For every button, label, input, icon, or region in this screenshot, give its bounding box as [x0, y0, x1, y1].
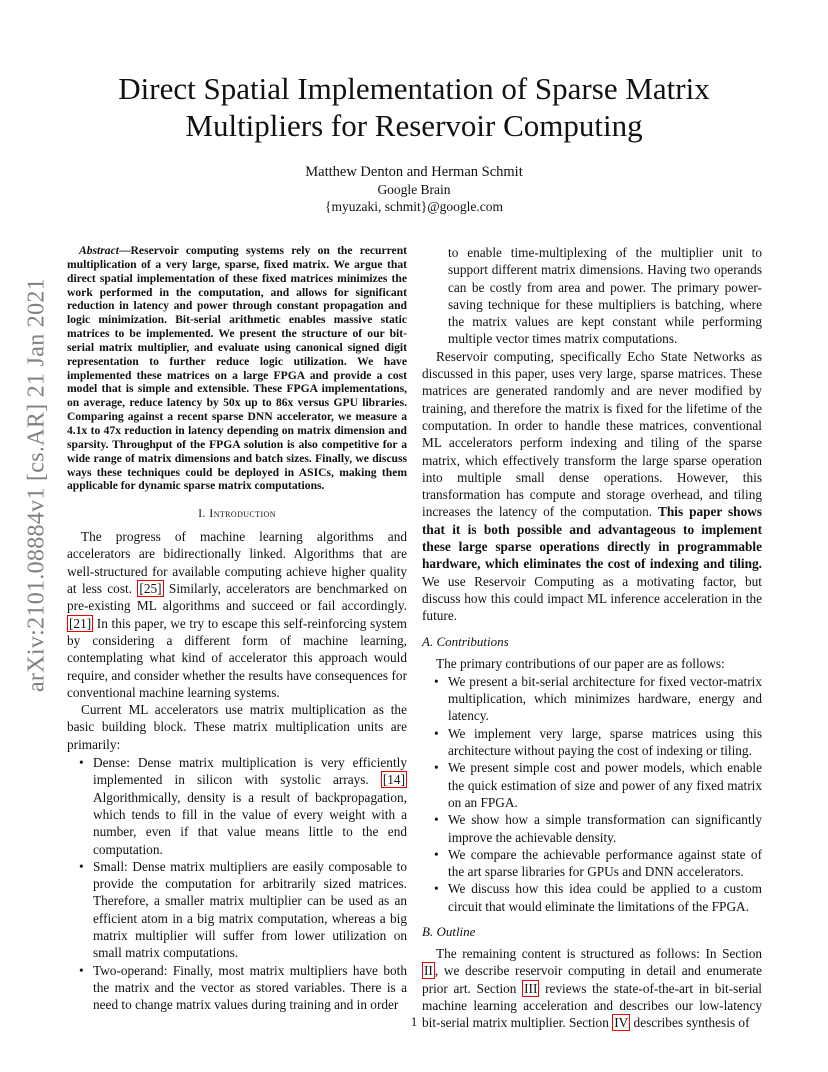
intro-p3-bold: This paper shows that it is both possible and advantageous to implement these large sparse operations directly in programmable hardware, which eliminates the cost of indexing and tiling. [422, 504, 762, 572]
contributions-list [422, 673, 762, 915]
list-item [422, 725, 762, 760]
outline-text: , we describe reservoir computing in detail and enumerate prior art. Section [422, 963, 762, 996]
intro-paragraph-1 [67, 528, 407, 701]
list-item-continuation: to enable time-multiplexing of the multiplier unit to support different matrix dimensions. Having two operands can be costly from area and power. The primary power-saving technique for these multipliers is batching, where the matrix values are kept constant while performing multiple vector times matrix computations. [448, 245, 762, 347]
list-item [67, 754, 407, 858]
authors: Matthew Denton and Herman Schmit [305, 164, 523, 180]
section-ref-link[interactable]: IV [614, 1015, 629, 1031]
citation-link[interactable]: [21] [69, 615, 92, 631]
right-column [422, 244, 762, 1031]
outline-text: The remaining content is structured as follows: In Section [436, 945, 762, 961]
abstract-text: —Reservoir computing systems rely on the recurrent multiplication of a very large, sparse, fixed matrix. We argue that direct spatial implementation of these fixed matrices minimizes the work performed in the computation, and allows for significant reduction in latency and power through constant propagation and logic minimization. Bit-serial arithmetic enables massive static matrices to be implemented. We present the structure of our bit-serial matrix multiplier, and evaluate using canonical signed digit representation to further reduce logic utilization. We have implemented these matrices on a large FPGA and provide a cost model that is simple and extensible. These FPGA implementations, on average, reduce latency by 50x up to 86x versus GPU libraries. Comparing against a recent sparse DNN accelerator, we measure a 4.1x to 47x reduction in latency depending on matrix dimension and sparsity. Throughput of the FPGA solution is also competitive for a wide range of matrix dimensions and batch sizes. Finally, we discuss ways these techniques could be deployed in ASICs, making them applicable for dynamic sparse matrix computations. [67, 244, 407, 493]
list-item-text: Two-operand: Finally, most matrix multipliers have both the matrix and the vector as stored variables. There is a need to change matrix values during training and in order [93, 962, 407, 1013]
intro-p3-text-a: Reservoir computing, specifically Echo State Networks as discussed in this paper, uses very large, sparse matrices. These matrices are generated randomly and are never modified by training, and therefore the matrix is fixed for the lifetime of the computation. In order to handle these matrices, conventional ML accelerators perform indexing and tiling of the sparse matrix, which effectively transform the large sparse operation into multiple small dense operations. However, this transformation has compute and storage overhead, and tiling increases the latency of the computation. [422, 348, 762, 520]
bullet-icon: • [434, 725, 439, 741]
list-item-text: We compare the achievable performance against state of the art sparse libraries for GPUs and DNN accelerators. [448, 846, 762, 880]
list-item-text: We present a bit-serial architecture for fixed vector-matrix multiplication, which minimizes hardware, energy and latency. [448, 673, 762, 724]
abstract-label: Abstract [79, 244, 119, 257]
list-item [422, 759, 762, 811]
title-line-1: Direct Spatial Implementation of Sparse Matrix [118, 71, 710, 106]
page-number: 1 [410, 1014, 418, 1029]
outline-text: describes synthesis of [630, 1015, 750, 1031]
bullet-icon: • [434, 673, 439, 689]
list-item-text: Dense: Dense matrix multiplication is very efficiently implemented in silicon with systolic arrays. [93, 755, 407, 788]
bullet-icon: • [434, 881, 439, 897]
intro-p1-text-b: Similarly, accelerators are benchmarked on pre-existing ML algorithms and succeed or fail accordingly. [67, 581, 407, 614]
title-line-2: Multipliers for Reservoir Computing [185, 108, 643, 143]
matrix-unit-list [67, 754, 407, 1013]
list-item-text: We present simple cost and power models, which enable the quick estimation of size and power of any fixed matrix on an FPGA. [448, 760, 762, 810]
outline-text: reviews the state-of-the-art in bit-serial machine learning acceleration and describes our low-latency bit-serial matrix multiplier. Section [422, 980, 762, 1031]
citation-link[interactable]: [14] [382, 772, 405, 788]
paper-title [60, 70, 768, 144]
bullet-icon: • [79, 858, 84, 874]
bullet-icon: • [434, 846, 439, 862]
contributions-intro: The primary contributions of our paper are as follows: [436, 655, 725, 671]
subsection-heading-contributions: A. Contributions [422, 633, 509, 649]
intro-paragraph-3 [422, 348, 762, 625]
citation-link[interactable]: [25] [139, 581, 162, 597]
list-item [67, 962, 407, 1014]
bullet-icon: • [434, 812, 439, 828]
intro-p1-text-a: The progress of machine learning algorithms and accelerators are bidirectionally linked. Algorithms that are well-structured for available computing achieve higher quality at less cost. [67, 529, 407, 597]
section-ref-link[interactable]: III [524, 980, 538, 996]
intro-p1-text-c: In this paper, we try to escape this self-reinforcing system by considering a different form of machine learning, contemplating what kind of accelerator this approach would require, and consider whether the results have consequences for conventional machine learning systems. [67, 615, 407, 700]
list-item [422, 880, 762, 915]
left-column [67, 244, 407, 1014]
list-item [422, 811, 762, 846]
list-item-text: We discuss how this idea could be applied to a custom circuit that would eliminate the limitations of the FPGA. [448, 881, 762, 914]
arxiv-stamp [22, 277, 52, 693]
list-item-text: We implement very large, sparse matrices using this architecture without paying the cost of indexing or tiling. [448, 725, 762, 759]
section-ref-link[interactable]: II [424, 963, 433, 979]
list-item [422, 846, 762, 881]
section-heading-introduction: I. Introduction [198, 506, 276, 521]
list-item [422, 673, 762, 725]
bullet-icon: • [79, 962, 84, 978]
list-item-text: Algorithmically, density is a result of backpropagation, which tends to fill in the value of every weight with a number, even if that value means little to the end computation. [93, 789, 407, 857]
bullet-icon: • [79, 755, 84, 771]
abstract [67, 244, 407, 493]
affiliation: Google Brain [377, 182, 451, 197]
subsection-heading-outline: B. Outline [422, 923, 476, 939]
intro-paragraph-2: Current ML accelerators use matrix multiplication as the basic building block. These matrix multiplication units are primarily: [67, 702, 407, 752]
list-item-text: Small: Dense matrix multipliers are easily composable to provide the computation for arbitrarily sized matrices. Therefore, a smaller matrix multiplier can be used as an efficient atom in a big matrix computation, whereas a big matrix multiplier will suffer from lower utilization on small matrix computations. [93, 858, 407, 961]
arxiv-stamp-text: arXiv:2101.08884v1 [cs.AR] 21 Jan 2021 [23, 277, 50, 693]
bullet-icon: • [434, 760, 439, 776]
email: {myuzaki, schmit}@google.com [325, 199, 503, 214]
list-item-text: We show how a simple transformation can significantly improve the achievable density. [448, 812, 762, 845]
list-item [67, 858, 407, 962]
intro-p3-text-c: We use Reservoir Computing as a motivating factor, but discuss how this could impact ML inference acceleration in the future. [422, 573, 762, 624]
